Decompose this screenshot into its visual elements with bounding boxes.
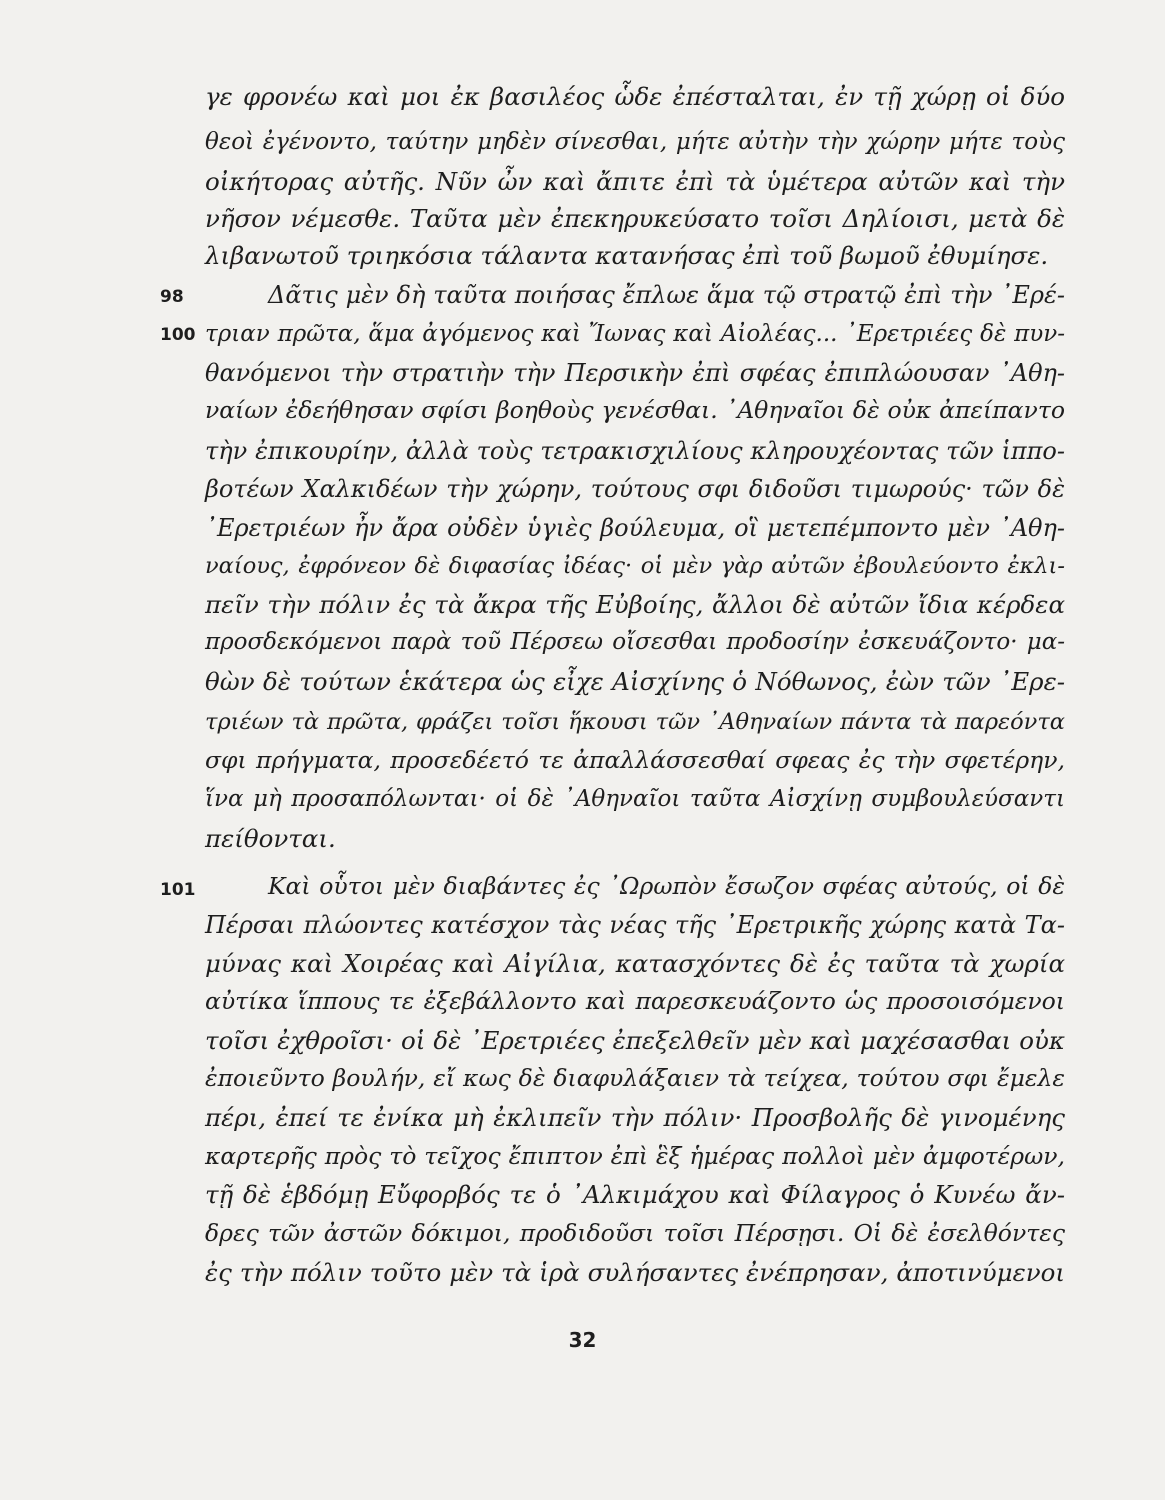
text-line: πεῖν τὴν πόλιν ἐς τὰ ἄκρα τῆς Εὐβοίης, ἄλλοι δὲ αὐτῶν ἴδια κέρδεα (205, 590, 1065, 619)
text-line: σφι πρήγματα, προσεδέετό τε ἀπαλλάσσεσθαί σφεας ἐς τὴν σφετέρην, (205, 746, 1065, 774)
text-line: πέρι, ἐπεί τε ἐνίκα μὴ ἐκλιπεῖν τὴν πόλιν· Προσβολῆς δὲ γινομένης (205, 1103, 1065, 1132)
text-line: τοῖσι ἐχθροῖσι· οἱ δὲ ᾿Ερετριέες ἐπεξελθεῖν μὲν καὶ μαχέσασθαι οὐκ (205, 1026, 1065, 1055)
section-number: 98 (160, 287, 184, 307)
text-line: οἰκήτορας αὐτῆς. Νῦν ὦν καὶ ἄπιτε ἐπὶ τὰ ὑμέτερα αὐτῶν καὶ τὴν (205, 167, 1065, 196)
text-line: ἵνα μὴ προσαπόλωνται· οἱ δὲ ᾿Αθηναῖοι ταῦτα Αἰσχίνῃ συμβουλεύσαντι (205, 786, 1065, 812)
text-line: ναίους, ἐφρόνεον δὲ διφασίας ἰδέας· οἱ μὲν γὰρ αὐτῶν ἐβουλεύοντο ἐκλι- (205, 553, 1065, 579)
text-line: γε φρονέω καὶ μοι ἐκ βασιλέος ὧδε ἐπέσταλται, ἐν τῇ χώρῃ οἱ δύο (205, 82, 1065, 111)
text-line: θανόμενοι τὴν στρατιὴν τὴν Περσικὴν ἐπὶ σφέας ἐπιπλώουσαν ᾿Αθη- (205, 359, 1065, 387)
text-line: Καὶ οὗτοι μὲν διαβάντες ἐς ᾿Ωρωπὸν ἔσωζον σφέας αὐτούς, οἱ δὲ (268, 872, 1065, 900)
text-line: τῇ δὲ ἑβδόμῃ Εὔφορβός τε ὁ ᾿Αλκιμάχου καὶ Φίλαγρος ὁ Κυνέω ἄν- (205, 1180, 1065, 1209)
text-line: μύνας καὶ Χοιρέας καὶ Αἰγίλια, κατασχόντες δὲ ἐς ταῦτα τὰ χωρία (205, 949, 1065, 978)
text-line: τὴν ἐπικουρίην, ἀλλὰ τοὺς τετρακισχιλίους κληρουχέοντας τῶν ἱππο- (205, 437, 1065, 465)
text-line: θὼν δὲ τούτων ἑκάτερα ὡς εἶχε Αἰσχίνης ὁ Νόθωνος, ἐὼν τῶν ᾿Ερε- (205, 667, 1065, 696)
text-line: πείθονται. (205, 824, 336, 853)
text-line: ναίων ἐδεήθησαν σφίσι βοηθοὺς γενέσθαι. ᾿Αθηναῖοι δὲ οὐκ ἀπείπαντο (205, 396, 1065, 424)
text-line: τριαν πρῶτα, ἅμα ἀγόμενος καὶ Ἴωνας καὶ Αἰολέας... ᾿Ερετριέες δὲ πυν- (205, 321, 1065, 347)
text-line: Πέρσαι πλώοντες κατέσχον τὰς νέας τῆς ᾿Ερετρικῆς χώρης κατὰ Τα- (205, 911, 1065, 939)
text-line: βοτέων Χαλκιδέων τὴν χώρην, τούτους σφι διδοῦσι τιμωρούς· τῶν δὲ (205, 475, 1065, 503)
text-line: ᾿Ερετριέων ἦν ἄρα οὐδὲν ὑγιὲς βούλευμα, οἳ μετεπέμποντο μὲν ᾿Αθη- (205, 514, 1065, 542)
page-number: 32 (568, 1328, 597, 1352)
text-line: δρες τῶν ἀστῶν δόκιμοι, προδιδοῦσι τοῖσι Πέρσῃσι. Οἱ δὲ ἐσελθόντες (205, 1219, 1065, 1247)
text-line: νῆσον νέμεσθε. Ταῦτα μὲν ἐπεκηρυκεύσατο τοῖσι Δηλίοισι, μετὰ δὲ (205, 204, 1065, 233)
text-line: Δᾶτις μὲν δὴ ταῦτα ποιήσας ἔπλωε ἅμα τῷ στρατῷ ἐπὶ τὴν ᾿Ερέ- (268, 281, 1065, 309)
text-line: λιβανωτοῦ τριηκόσια τάλαντα κατανήσας ἐπὶ τοῦ βωμοῦ ἐθυμίησε. (205, 241, 1049, 270)
text-line: θεοὶ ἐγένοντο, ταύτην μηδὲν σίνεσθαι, μήτε αὐτὴν τὴν χώρην μήτε τοὺς (205, 129, 1065, 155)
section-number: 101 (160, 880, 196, 900)
section-number: 100 (160, 325, 196, 345)
text-line: ἐς τὴν πόλιν τοῦτο μὲν τὰ ἱρὰ συλήσαντες ἐνέπρησαν, ἀποτινύμενοι (205, 1258, 1065, 1287)
text-line: ἐποιεῦντο βουλήν, εἴ κως δὲ διαφυλάξαιεν τὰ τείχεα, τούτου σφι ἔμελε (205, 1064, 1065, 1092)
text-line: τριέων τὰ πρῶτα, φράζει τοῖσι ἥκουσι τῶν ᾿Αθηναίων πάντα τὰ παρεόντα (205, 709, 1065, 735)
text-line: καρτερῆς πρὸς τὸ τεῖχος ἔπιπτον ἐπὶ ἓξ ἡμέρας πολλοὶ μὲν ἀμφοτέρων, (205, 1142, 1065, 1170)
text-line: προσδεκόμενοι παρὰ τοῦ Πέρσεω οἴσεσθαι προδοσίην ἐσκευάζοντο· μα- (205, 629, 1065, 655)
text-line: αὐτίκα ἵππους τε ἐξεβάλλοντο καὶ παρεσκευάζοντο ὡς προσοισόμενοι (205, 987, 1065, 1015)
